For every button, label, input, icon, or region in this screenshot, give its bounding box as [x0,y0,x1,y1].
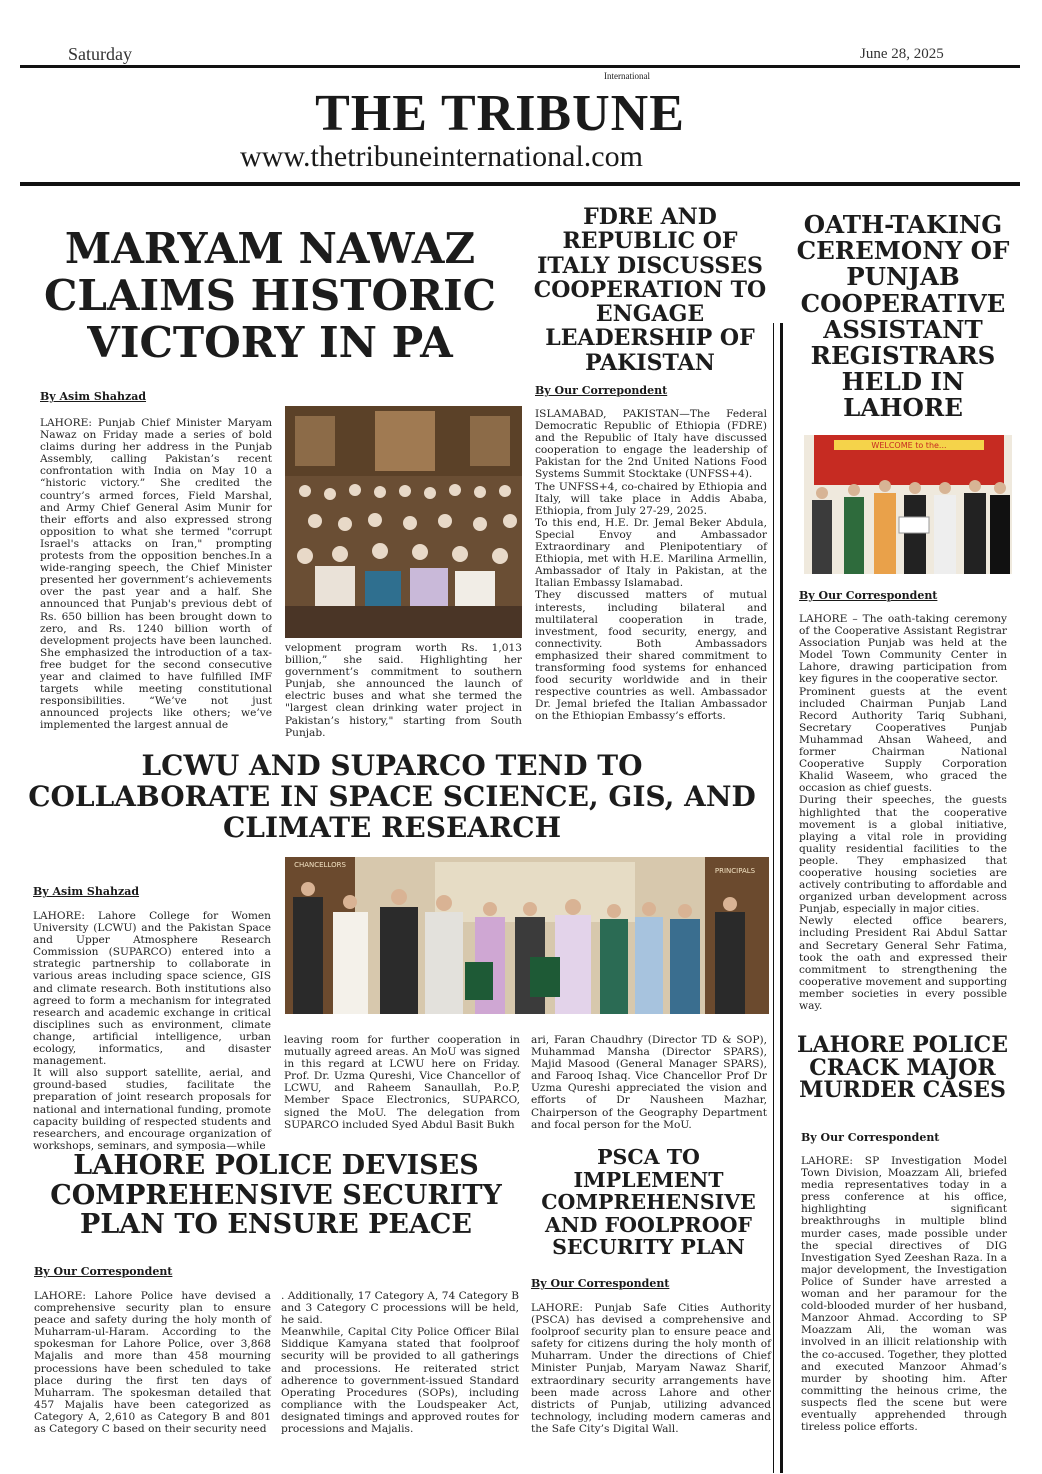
column-divider [780,323,783,1473]
cooperative-ceremony-photo [804,435,1012,574]
article-byline: By Our Correspondent [801,1131,940,1144]
newspaper-title: THE TRIBUNE [315,85,685,142]
article-body: LAHORE – The oath-taking ceremony of the Cooperative Assistant Registrar Association Punjab was held at the Model Town Community Center in Lahore, drawing participation from key figures in the cooperative sector. Prominent guests at the event included Chairman Punjab Land Record Authority Tariq Subhani, Secretary Cooperatives Punjab Muhammad Ahsan Waheed, and former Chairman National Cooperative Supply Corporation Khalid Waseem, who graced the occasion as chief guests. During their speeches, the guests highlighted that the cooperative movement is a global initiative, playing a vital role in providing quality residential facilities to the people. They emphasized that cooperative housing societies are actively contributing to affordable and organized urban development across Punjab, especially in major cities. Newly elected office bearers, including President Rai Abdul Sattar and Secretary General Sehr Fatima, took the oath and expressed their commitment to strengthening the cooperative movement and supporting member societies in every possible way. [799,613,1007,1012]
article-body: LAHORE: Lahore College for Women University (LCWU) and the Pakistan Space and Upper Atmosphere Research Commission (SUPARCO) entered into a strategic partnership to collaborate in various areas including space science, GIS and climate research. Both institutions also agreed to form a mechanism for integrated research and academic exchange in critical disciplines such as environment, climate change, artificial intelligence, urban ecology, informatics, and disaster management. It will also support satellite, aerial, and ground-based studies, facilitate the preparation of joint research proposals for national and international funding, promote capacity building of respected students and researchers, and encourage organization of workshops, seminars, and symposia—while [33,910,271,1152]
issue-day: Saturday [68,44,132,64]
top-rule [20,65,1020,68]
article-headline: OATH-TAKING CEREMONY OF PUNJAB COOPERATIVE ASSISTANT REGISTRARS HELD IN LAHORE [796,210,1010,423]
article-byline: By Our Correspondent [799,589,938,602]
article-headline: PSCA TO IMPLEMENT COMPREHENSIVE AND FOOLPROOF SECURITY PLAN [541,1145,756,1259]
article-byline: By Asim Shahzad [33,885,140,898]
article-headline: LCWU AND SUPARCO TEND TO COLLABORATE IN SPACE SCIENCE, GIS, AND CLIMATE RESEARCH [28,749,756,844]
article-byline: By Asim Shahzad [40,390,147,403]
website-url[interactable]: www.thetribuneinternational.com [240,140,643,173]
article-headline: LAHORE POLICE CRACK MAJOR MURDER CASES [797,1032,1008,1103]
punjab-assembly-photo [285,406,522,638]
board-label: CHANCELLORS [294,861,346,869]
board-label: PRINCIPALS [714,867,756,875]
article-body: ari, Faran Chaudhry (Director TD & SOP), Muhammad Mansha (Director SPARS), Majid Masood (General Manager SPARS), and Farooq Ishaq. Vice Chancellor Prof Dr Uzma Qureshi appreciated the vision and efforts of Dr Nausheen Mazhar, Chairperson of the Geography Department and focal person for the MoU. [531,1034,767,1131]
banner-text: WELCOME to the... [871,441,947,450]
lcwu-suparco-mou-photo [285,857,769,1014]
article-body: leaving room for further cooperation in mutually agreed areas. An MoU was signed in this regard at LCWU here on Friday. Prof. Dr. Uzma Qureshi, Vice Chancellor of LCWU, and Raheem Sanaullah, P.o.P, Member Space Electronics, SUPARCO, signed the MoU. The delegation from SUPARCO included Syed Abdul Basit Bukh [284,1034,520,1131]
column-divider [773,323,774,1473]
article-body: LAHORE: SP Investigation Model Town Division, Moazzam Ali, briefed media representatives today in a press conference at his office, highlighting significant breakthroughs in multiple blind murder cases, made possible under the special directives of DIG Investigation Syed Zeeshan Raza. In a major development, the Investigation Police of Sunder have arrested a woman and her paramour for the cold-blooded murder of her husband, Manzoor Ahmad. According to SP Moazzam Ali, the woman was involved in an illicit relationship with the co-accused. Together, they plotted and executed Manzoor Ahmad’s murder by shooting him. After committing the heinous crime, the suspects fled the scene but were eventually apprehended through tireless police efforts. [801,1155,1007,1434]
article-byline: By Our Correspondent [531,1277,670,1290]
edition-label: International [604,71,650,81]
masthead-rule [20,182,1020,186]
article-body: LAHORE: Lahore Police have devised a comprehensive security plan to ensure peace and safety during the holy month of Muharram-ul-Haram. According to the spokesman for Lahore Police, over 3,868 Majalis and more than 458 mourning processions have been scheduled to take place during the first ten days of Muharram. The spokesman detailed that 457 Majalis have been categorized as Category A, 2,610 as Category B and 801 as Category C based on their security need [34,1290,271,1436]
article-body: LAHORE: Punjab Chief Minister Maryam Nawaz on Friday made a series of bold claims during her address in the Punjab Assembly, calling Pakistan’s recent confrontation with India on May 10 a “historic victory.” She credited the country’s armed forces, Field Marshal, and Army Chief General Asim Munir for their efforts and also expressed strong opposition to what she termed "corrupt Israel's attacks on Iran," prompting protests from the opposition benches.In a wide-ranging speech, the Chief Minister presented her government’s achievements over the past year and a half. She announced that Punjab's previous debt of Rs. 650 billion has been brought down to zero, and Rs. 1240 billion worth of development projects have been launched. She emphasized the introduction of a tax-free budget for the second consecutive year and claimed to have fulfilled IMF targets while meeting constitutional responsibilities. “We’ve not just announced projects like others; we’ve implemented the largest annual de [40,417,272,732]
article-headline: FDRE AND REPUBLIC OF ITALY DISCUSSES COOPERATION TO ENGAGE LEADERSHIP OF PAKISTAN [533,204,767,376]
article-byline: By Our Correpondent [535,384,668,397]
article-body: LAHORE: Punjab Safe Cities Authority (PSCA) has devised a comprehensive and foolproof security plan to ensure peace and safety for citizens during the holy month of Muharram. Under the directions of Chief Minister Punjab, Maryam Nawaz Sharif, extraordinary security arrangements have been made across Lahore and other districts of Punjab, utilizing advanced technology, including modern cameras and the Safe City’s Digital Wall. [531,1302,771,1435]
article-body: velopment program worth Rs. 1,013 billion,” she said. Highlighting her government’s commitment to southern Punjab, she announced the launch of electric buses and what she termed the "largest clean drinking water project in Pakistan’s history," starting from South Punjab. [285,642,522,739]
article-body: . Additionally, 17 Category A, 74 Category B and 3 Category C processions will be held, he said. Meanwhile, Capital City Police Officer Bilal Siddique Kamyana stated that foolproof security will be provided to all gatherings and processions. He reiterated strict adherence to government-issued Standard Operating Procedures (SOPs), including compliance with the Loudspeaker Act, designated timings and approved routes for processions and Majalis. [281,1290,519,1436]
article-headline: LAHORE POLICE DEVISES COMPREHENSIVE SECURITY PLAN TO ENSURE PEACE [50,1150,502,1240]
article-body: ISLAMABAD, PAKISTAN—The Federal Democratic Republic of Ethiopia (FDRE) and the Republic of Italy have discussed cooperation to engage the leadership of Pakistan for the 2nd United Nations Food Systems Summit Stocktake (UNFSS+4). The UNFSS+4, co-chaired by Ethiopia and Italy, will take place in Addis Ababa, Ethiopia, from July 27-29, 2025. To this end, H.E. Dr. Jemal Beker Abdula, Special Envoy and Ambassador Extraordinary and Plenipotentiary of Ethiopia, met with H.E. Marilina Armellin, Ambassador of Italy in Pakistan, at the Italian Embassy Islamabad. They discussed matters of mutual interests, including bilateral and multilateral cooperation in trade, investment, food security, energy, and connectivity. Both Ambassadors emphasized their shared commitment to transforming food systems for enhanced food security worldwide and in their respective countries as well. Ambassador Dr. Jemal briefed the Italian Ambassador on the Ethiopian Embassy’s efforts. [535,408,767,723]
issue-date: June 28, 2025 [860,46,944,62]
article-byline: By Our Correspondent [34,1265,173,1278]
article-headline: MARYAM NAWAZ CLAIMS HISTORIC VICTORY IN PA [43,224,497,367]
